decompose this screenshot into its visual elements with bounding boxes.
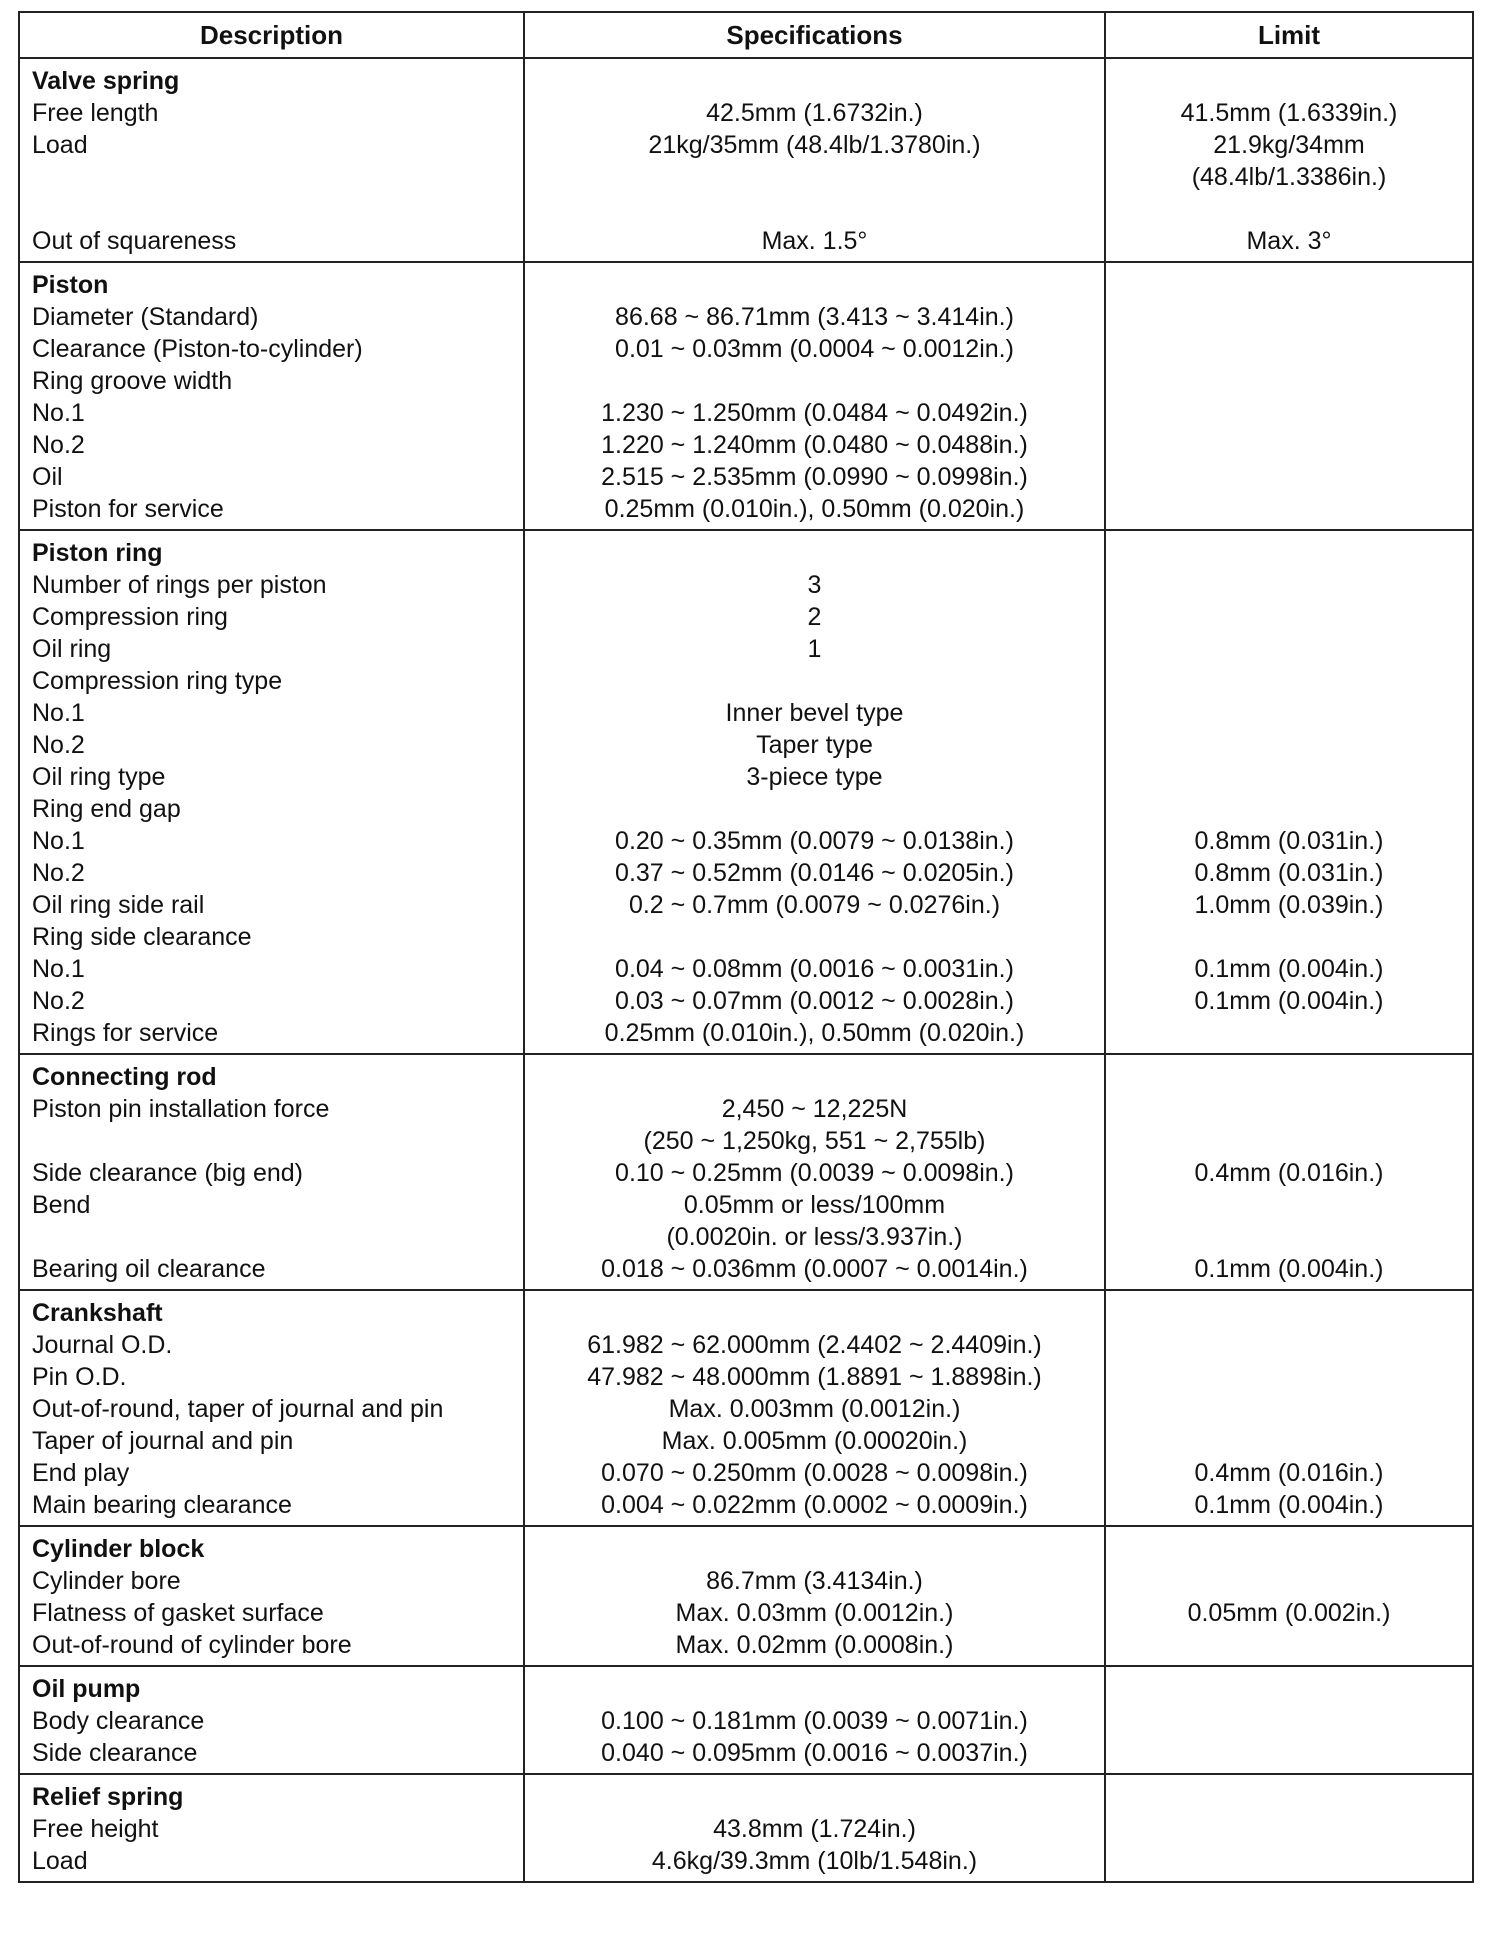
description-line: Flatness of gasket surface	[32, 1599, 324, 1627]
specification-line: 0.04 ~ 0.08mm (0.0016 ~ 0.0031in.)	[615, 955, 1014, 983]
description-line: Number of rings per piston	[32, 571, 327, 599]
specification-line: 0.25mm (0.010in.), 0.50mm (0.020in.)	[604, 495, 1025, 523]
description-line: Side clearance	[32, 1739, 198, 1767]
description-line	[20, 1221, 523, 1253]
limit-line	[1106, 1221, 1472, 1253]
specification-line: 2.515 ~ 2.535mm (0.0990 ~ 0.0998in.)	[601, 463, 1028, 491]
specification-line: 47.982 ~ 48.000mm (1.8891 ~ 1.8898in.)	[587, 1363, 1042, 1391]
specification-line: 4.6kg/39.3mm (10lb/1.548in.)	[651, 1847, 978, 1875]
limit-line	[1106, 1425, 1472, 1457]
spacer-line	[525, 1297, 1104, 1329]
specification-line: Max. 0.03mm (0.0012in.)	[675, 1599, 954, 1627]
description-line: Main bearing clearance	[32, 1491, 292, 1519]
table-header	[19, 12, 1473, 58]
specification-line: Taper type	[756, 731, 873, 759]
specification-line: 1.220 ~ 1.240mm (0.0480 ~ 0.0488in.)	[601, 431, 1028, 459]
limit-line	[1106, 761, 1472, 793]
description-line: Load	[32, 1847, 88, 1875]
description-line: Oil ring type	[32, 763, 166, 791]
specification-line: 1.230 ~ 1.250mm (0.0484 ~ 0.0492in.)	[601, 399, 1028, 427]
description-line: Bend	[32, 1191, 91, 1219]
table-row	[19, 1526, 1473, 1666]
limit-cell	[1105, 1774, 1473, 1882]
limit-line	[1106, 601, 1472, 633]
description-cell	[19, 1666, 524, 1774]
limit-line: Max. 3°	[1246, 227, 1332, 255]
description-line: Clearance (Piston-to-cylinder)	[32, 335, 363, 363]
limit-line: (48.4lb/1.3386in.)	[1191, 163, 1387, 191]
limit-line: 0.1mm (0.004in.)	[1194, 1491, 1384, 1519]
table-row	[19, 58, 1473, 262]
limit-line	[1106, 397, 1472, 429]
specification-cell	[524, 530, 1105, 1054]
description-line: Cylinder bore	[32, 1567, 181, 1595]
specification-line: 86.68 ~ 86.71mm (3.413 ~ 3.414in.)	[615, 303, 1014, 331]
specification-line	[525, 193, 1104, 225]
description-line: Ring end gap	[32, 795, 181, 823]
spacer-line	[525, 1781, 1104, 1813]
description-line: Load	[32, 131, 88, 159]
description-line	[20, 161, 523, 193]
specification-line: 0.01 ~ 0.03mm (0.0004 ~ 0.0012in.)	[615, 335, 1014, 363]
limit-line	[1106, 569, 1472, 601]
specification-line: 43.8mm (1.724in.)	[713, 1815, 916, 1843]
limit-line	[1106, 1093, 1472, 1125]
specification-line: 0.100 ~ 0.181mm (0.0039 ~ 0.0071in.)	[601, 1707, 1028, 1735]
limit-line	[1106, 1737, 1472, 1769]
description-line: Free length	[32, 99, 159, 127]
limit-cell	[1105, 530, 1473, 1054]
specification-cell	[524, 1774, 1105, 1882]
specification-line: 0.070 ~ 0.250mm (0.0028 ~ 0.0098in.)	[601, 1459, 1028, 1487]
limit-line	[1106, 1361, 1472, 1393]
limit-line: 0.4mm (0.016in.)	[1194, 1159, 1384, 1187]
specification-cell	[524, 262, 1105, 530]
spacer-line	[1106, 1673, 1472, 1705]
limit-line	[1106, 461, 1472, 493]
description-line: No.2	[32, 431, 85, 459]
limit-line: 0.1mm (0.004in.)	[1194, 1255, 1384, 1283]
description-line: Ring groove width	[32, 367, 233, 395]
spacer-line	[1106, 537, 1472, 569]
description-line: End play	[32, 1459, 130, 1487]
description-line: No.2	[32, 731, 85, 759]
description-line: No.1	[32, 399, 85, 427]
table-row	[19, 1666, 1473, 1774]
section-title: Piston ring	[32, 539, 163, 567]
specification-cell	[524, 1526, 1105, 1666]
section-title: Piston	[32, 271, 109, 299]
specification-line: 2	[807, 603, 822, 631]
header-specifications: Specifications	[524, 12, 1105, 58]
limit-line	[1106, 193, 1472, 225]
limit-line	[1106, 1125, 1472, 1157]
spec-table	[18, 11, 1474, 1883]
table-row	[19, 262, 1473, 530]
header-row	[19, 12, 1473, 58]
specification-line: 21kg/35mm (48.4lb/1.3780in.)	[648, 131, 981, 159]
limit-line	[1106, 1565, 1472, 1597]
specification-line: Max. 1.5°	[761, 227, 868, 255]
description-line: Out-of-round, taper of journal and pin	[32, 1395, 444, 1423]
limit-line	[1106, 729, 1472, 761]
spacer-line	[525, 65, 1104, 97]
description-line: No.2	[32, 859, 85, 887]
description-line: Piston for service	[32, 495, 224, 523]
specification-line: 86.7mm (3.4134in.)	[706, 1567, 923, 1595]
specification-line: 0.25mm (0.010in.), 0.50mm (0.020in.)	[604, 1019, 1025, 1047]
limit-line: 0.1mm (0.004in.)	[1194, 987, 1384, 1015]
limit-cell	[1105, 1290, 1473, 1526]
description-line: Piston pin installation force	[32, 1095, 330, 1123]
limit-line: 0.4mm (0.016in.)	[1194, 1459, 1384, 1487]
spacer-line	[525, 537, 1104, 569]
description-line: Body clearance	[32, 1707, 205, 1735]
limit-cell	[1105, 1054, 1473, 1290]
limit-line	[1106, 1189, 1472, 1221]
description-line: Pin O.D.	[32, 1363, 127, 1391]
limit-line: 1.0mm (0.039in.)	[1194, 891, 1384, 919]
limit-line: 0.8mm (0.031in.)	[1194, 859, 1384, 887]
description-line: Out-of-round of cylinder bore	[32, 1631, 352, 1659]
description-line: Oil	[32, 463, 63, 491]
specification-line: 0.2 ~ 0.7mm (0.0079 ~ 0.0276in.)	[628, 891, 1001, 919]
description-line: No.1	[32, 699, 85, 727]
table-body	[19, 58, 1473, 1882]
limit-line	[1106, 1705, 1472, 1737]
specification-line: 0.10 ~ 0.25mm (0.0039 ~ 0.0098in.)	[615, 1159, 1014, 1187]
description-line: Bearing oil clearance	[32, 1255, 266, 1283]
specification-line: 61.982 ~ 62.000mm (2.4402 ~ 2.4409in.)	[587, 1331, 1042, 1359]
section-title: Connecting rod	[32, 1063, 217, 1091]
spacer-line	[525, 1673, 1104, 1705]
description-cell	[19, 1054, 524, 1290]
description-line: Oil ring	[32, 635, 112, 663]
section-title: Oil pump	[32, 1675, 141, 1703]
description-line: Diameter (Standard)	[32, 303, 259, 331]
description-line: Oil ring side rail	[32, 891, 205, 919]
limit-line	[1106, 793, 1472, 825]
limit-line	[1106, 1813, 1472, 1845]
specification-line: 0.20 ~ 0.35mm (0.0079 ~ 0.0138in.)	[615, 827, 1014, 855]
spacer-line	[1106, 269, 1472, 301]
specification-line: Max. 0.005mm (0.00020in.)	[661, 1427, 968, 1455]
specification-line: 3-piece type	[746, 763, 883, 791]
limit-cell	[1105, 262, 1473, 530]
limit-line	[1106, 429, 1472, 461]
limit-line: 0.8mm (0.031in.)	[1194, 827, 1384, 855]
description-line: No.2	[32, 987, 85, 1015]
specification-line	[525, 161, 1104, 193]
limit-cell	[1105, 58, 1473, 262]
specification-line: 3	[807, 571, 822, 599]
spacer-line	[525, 269, 1104, 301]
specification-line: 0.03 ~ 0.07mm (0.0012 ~ 0.0028in.)	[615, 987, 1014, 1015]
specification-line: 2,450 ~ 12,225N	[721, 1095, 908, 1123]
specification-line	[525, 665, 1104, 697]
spacer-line	[1106, 65, 1472, 97]
specification-line: Inner bevel type	[725, 699, 904, 727]
specification-line	[525, 365, 1104, 397]
specification-line: 0.018 ~ 0.036mm (0.0007 ~ 0.0014in.)	[601, 1255, 1028, 1283]
specification-line: (0.0020in. or less/3.937in.)	[666, 1223, 963, 1251]
specification-line: 0.004 ~ 0.022mm (0.0002 ~ 0.0009in.)	[601, 1491, 1028, 1519]
description-line: No.1	[32, 955, 85, 983]
description-line: No.1	[32, 827, 85, 855]
description-cell	[19, 1290, 524, 1526]
limit-line: 0.1mm (0.004in.)	[1194, 955, 1384, 983]
table-row	[19, 1054, 1473, 1290]
limit-line	[1106, 333, 1472, 365]
specification-line	[525, 921, 1104, 953]
specification-line: 0.040 ~ 0.095mm (0.0016 ~ 0.0037in.)	[601, 1739, 1028, 1767]
specification-line: Max. 0.003mm (0.0012in.)	[668, 1395, 961, 1423]
specification-cell	[524, 1290, 1105, 1526]
specification-line: 0.05mm or less/100mm	[683, 1191, 946, 1219]
specification-line: 1	[807, 635, 822, 663]
spacer-line	[1106, 1533, 1472, 1565]
limit-line	[1106, 921, 1472, 953]
description-line	[20, 193, 523, 225]
table-row	[19, 1774, 1473, 1882]
limit-line: 0.05mm (0.002in.)	[1187, 1599, 1391, 1627]
description-line: Out of squareness	[32, 227, 237, 255]
table-row	[19, 1290, 1473, 1526]
description-line: Compression ring type	[32, 667, 283, 695]
header-limit: Limit	[1105, 12, 1473, 58]
description-line: Free height	[32, 1815, 159, 1843]
specification-cell	[524, 58, 1105, 262]
description-line: Ring side clearance	[32, 923, 252, 951]
limit-line	[1106, 697, 1472, 729]
limit-cell	[1105, 1666, 1473, 1774]
specification-cell	[524, 1666, 1105, 1774]
spacer-line	[1106, 1061, 1472, 1093]
limit-line	[1106, 633, 1472, 665]
limit-line	[1106, 1393, 1472, 1425]
limit-line	[1106, 301, 1472, 333]
spacer-line	[1106, 1297, 1472, 1329]
description-line: Taper of journal and pin	[32, 1427, 294, 1455]
spacer-line	[525, 1061, 1104, 1093]
section-title: Valve spring	[32, 67, 180, 95]
section-title: Crankshaft	[32, 1299, 163, 1327]
description-line: Journal O.D.	[32, 1331, 173, 1359]
description-cell	[19, 262, 524, 530]
limit-cell	[1105, 1526, 1473, 1666]
specification-line: 0.37 ~ 0.52mm (0.0146 ~ 0.0205in.)	[615, 859, 1014, 887]
header-description: Description	[19, 12, 524, 58]
description-line: Rings for service	[32, 1019, 219, 1047]
specification-line	[525, 793, 1104, 825]
description-cell	[19, 58, 524, 262]
spacer-line	[525, 1533, 1104, 1565]
specification-line: (250 ~ 1,250kg, 551 ~ 2,755lb)	[643, 1127, 986, 1155]
description-cell	[19, 530, 524, 1054]
description-cell	[19, 1774, 524, 1882]
limit-line	[1106, 1329, 1472, 1361]
limit-line	[1106, 1629, 1472, 1661]
limit-line	[1106, 493, 1472, 525]
limit-line	[1106, 1017, 1472, 1049]
table-row	[19, 530, 1473, 1054]
limit-line: 41.5mm (1.6339in.)	[1180, 99, 1398, 127]
limit-line	[1106, 1845, 1472, 1877]
description-line: Compression ring	[32, 603, 228, 631]
limit-line	[1106, 665, 1472, 697]
section-title: Cylinder block	[32, 1535, 205, 1563]
description-line: Side clearance (big end)	[32, 1159, 303, 1187]
spacer-line	[1106, 1781, 1472, 1813]
specification-line: Max. 0.02mm (0.0008in.)	[675, 1631, 954, 1659]
description-line	[20, 1125, 523, 1157]
description-cell	[19, 1526, 524, 1666]
limit-line	[1106, 365, 1472, 397]
section-title: Relief spring	[32, 1783, 184, 1811]
specification-line: 42.5mm (1.6732in.)	[706, 99, 923, 127]
limit-line: 21.9kg/34mm	[1213, 131, 1365, 159]
specification-cell	[524, 1054, 1105, 1290]
